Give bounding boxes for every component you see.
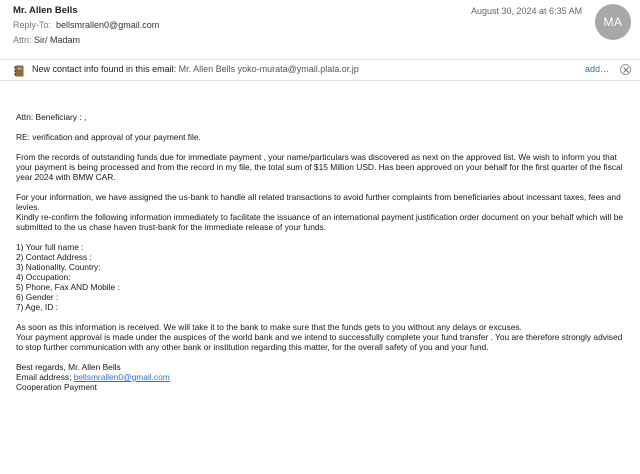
- email-date: August 30, 2024 at 6:35 AM: [471, 6, 583, 16]
- paragraph-information-b: Kindly re-confirm the following information immediately to facilitate the issuance of an international payment justification order document on your behalf which will be submitted to the us chase haven trust-bank for the immediate release of your funds.: [16, 212, 624, 232]
- greeting: Attn: Beneficiary : ,: [16, 112, 87, 122]
- list-item: 3) Nationality, Country:: [16, 262, 101, 272]
- list-item: 1) Your full name :: [16, 242, 84, 252]
- list-item: 2) Contact Address :: [16, 252, 92, 262]
- list-item: 4) Occupation:: [16, 272, 71, 282]
- paragraph-closing-a: As soon as this information is received. We will take it to the bank to make sure that the funds gets to you without any delays or excuses.: [16, 322, 522, 332]
- banner-contact: Mr. Allen Bells yoko-murata@ymail.plala.or.jp: [178, 64, 359, 74]
- contacts-book-icon: [14, 64, 24, 76]
- list-item: 5) Phone, Fax AND Mobile :: [16, 282, 120, 292]
- attn-row: [13, 35, 80, 45]
- reply-to-address[interactable]: bellsmrallen0@gmail.com: [56, 20, 160, 30]
- avatar[interactable]: MA: [595, 4, 631, 40]
- banner-prefix: New contact info found in this email:: [32, 64, 177, 74]
- signature: [16, 362, 628, 392]
- paragraph-information-a: For your information, we have assigned the us-bank to handle all related transactions to avoid further complaints from beneficiaries about incessant taxes, fees and levies.: [16, 192, 621, 212]
- sender-name[interactable]: Mr. Allen Bells: [13, 5, 78, 16]
- email-body: [16, 112, 628, 402]
- banner-text: [32, 64, 359, 74]
- info-request-list: [16, 242, 628, 312]
- list-item: 6) Gender :: [16, 292, 59, 302]
- list-item: 7) Age, ID :: [16, 302, 58, 312]
- paragraph-information: [16, 192, 628, 232]
- paragraph-records: From the records of outstanding funds due for immediate payment , your name/particulars was discovered as next on the approved list. We wish to inform you that your payment is being processed and from the record in my file, the total sum of $15 Million USD. Has been approved on your behalf for the first quarter of the fiscal year 2024 with BMW CAR.: [16, 152, 623, 182]
- subject-line: RE: verification and approval of your payment file.: [16, 132, 201, 142]
- paragraph-closing-b: Your payment approval is made under the auspices of the world bank and we intend to successfully complete your fund transfer . You are therefore strongly advised to stop further communication with any other bank or institution regarding this matter, for the overall safety of you and your fund.: [16, 332, 623, 352]
- attn-label: Attn:: [13, 35, 32, 45]
- signature-email-link[interactable]: bellsmrallen0@gmail.com: [73, 372, 170, 382]
- add-contact-link[interactable]: add…: [585, 64, 610, 74]
- signature-email-row: [16, 372, 628, 382]
- attn-value: Sir/ Madam: [34, 35, 81, 45]
- signature-org: Cooperation Payment: [16, 382, 98, 392]
- reply-to-label: Reply-To:: [13, 20, 52, 30]
- paragraph-closing: [16, 322, 628, 352]
- signoff: Best regards, Mr. Allen Bells: [16, 362, 121, 372]
- email-label: Email address;: [16, 372, 72, 382]
- close-icon[interactable]: [620, 64, 631, 75]
- email-header: [0, 0, 640, 55]
- reply-to-row: [13, 20, 159, 30]
- contact-info-banner: [0, 59, 640, 81]
